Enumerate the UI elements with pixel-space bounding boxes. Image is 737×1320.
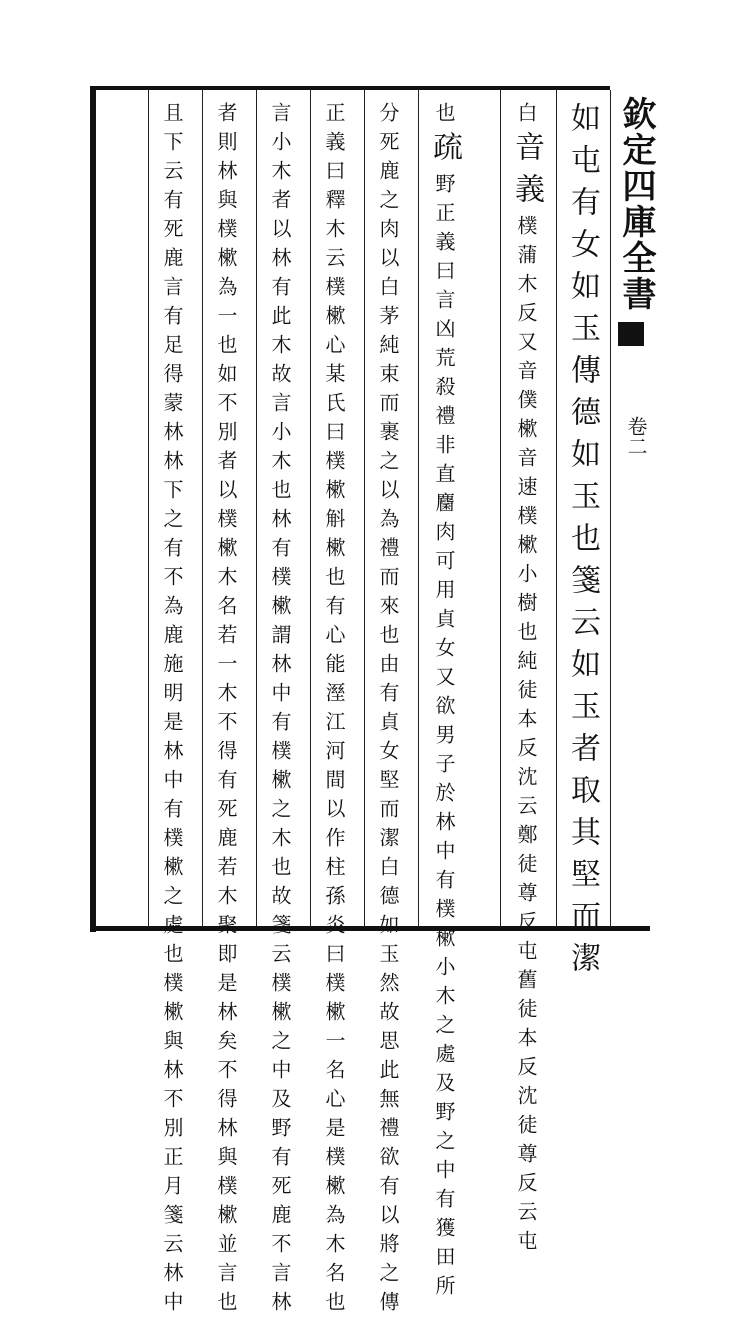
column-rule	[202, 90, 203, 926]
column-rule	[364, 90, 365, 926]
book-title: 欽定四庫全書	[616, 96, 656, 312]
heading-yinyi: 音義	[509, 131, 544, 215]
column-head: 白	[514, 102, 538, 131]
title-block-mark	[618, 322, 644, 346]
column-rule	[256, 90, 257, 926]
volume-label: 卷二	[624, 416, 648, 456]
border-left	[90, 86, 96, 932]
column-rule	[610, 90, 611, 926]
text-column-1	[562, 102, 602, 984]
text-column-6	[260, 102, 300, 1320]
commentary-text: 且下云有死鹿言有足得蒙林林下之有不為鹿施明是林中有樸樕之處也樸樕與林不別正月箋云林中	[160, 102, 184, 1320]
text-column-8	[152, 102, 192, 1320]
text-column-2	[506, 102, 546, 1259]
column-rule	[556, 90, 557, 926]
column-head: 也	[432, 102, 456, 131]
text-column-3	[424, 102, 464, 1304]
column-rule	[148, 90, 149, 926]
text-column-4	[368, 102, 408, 1320]
commentary-text: 正義曰釋木云樸樕心某氏曰樸樕斛樕也有心能溼江河間以作柱孫炎曰樸樕一名心是樸樕為木名也	[322, 102, 346, 1320]
heading-shu: 疏	[427, 131, 462, 173]
commentary-text: 者則林與樸樕為一也如不別者以樸樕木名若一木不得有死鹿若木聚即是林矣不得林與樸樕並言也	[214, 102, 238, 1320]
commentary-text: 言小木者以林有此木故言小木也林有樸樕謂林中有樸樕之木也故箋云樸樕之中及野有死鹿不言林	[268, 102, 292, 1320]
text-column-7	[206, 102, 246, 1320]
commentary-text: 野正義曰言凶荒殺禮非直麕肉可用貞女又欲男子於林中有樸樕小木之處及野之中有獲田所	[432, 173, 456, 1304]
annotation-text: 樸蒲木反又音僕樕音速樸樕小樹也純徒本反沈云鄭徒尊反屯舊徒本反沈徒尊反云屯	[514, 215, 538, 1259]
main-text: 如屯有女如玉傳德如玉也箋云如玉者取其堅而潔	[565, 102, 600, 984]
column-rule	[310, 90, 311, 926]
side-header	[612, 96, 656, 456]
column-rule	[500, 90, 501, 926]
column-rule	[418, 90, 419, 926]
border-top	[90, 86, 610, 90]
text-column-5	[314, 102, 354, 1320]
commentary-text: 分死鹿之肉以白茅純束而裹之以為禮而來也由有貞女堅而潔白德如玉然故思此無禮欲有以將之傳	[376, 102, 400, 1320]
